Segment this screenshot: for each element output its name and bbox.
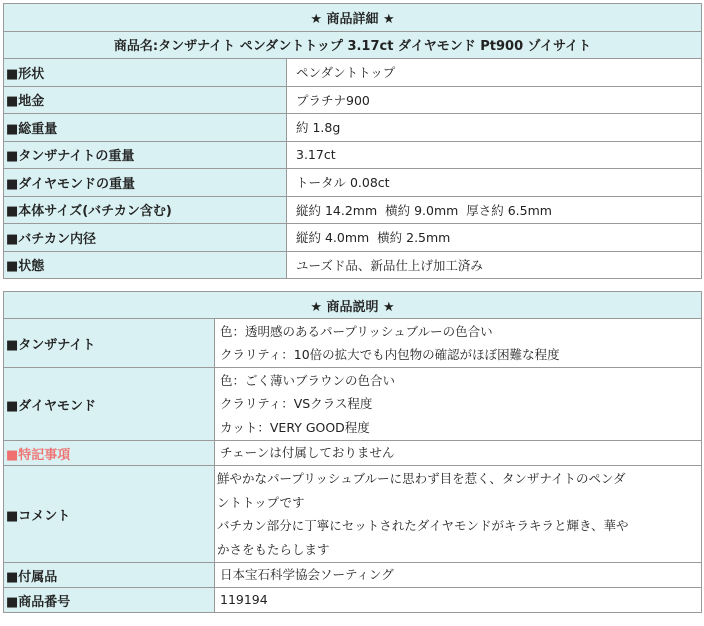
product-name-row: [4, 31, 702, 59]
desc-row-tanzanite: [4, 319, 702, 368]
desc-line: クラリティ：10倍の拡大でも内包物の確認がほぼ困難な程度: [220, 347, 560, 362]
desc-label: ■商品番号: [4, 588, 215, 613]
product-name: 商品名:タンザナイト ペンダントトップ 3.17ct ダイヤモンド Pt900 ゾイサイト: [4, 31, 702, 59]
detail-label: ■状態: [4, 251, 287, 279]
detail-row-condition: [4, 251, 702, 279]
detail-row-size: [4, 196, 702, 224]
product-description-table: [3, 291, 702, 613]
detail-value: 縦約 4.0mm 横約 2.5mm: [287, 224, 702, 252]
desc-line: 色：ごく薄いブラウンの色合い: [220, 372, 396, 388]
detail-row-metal: [4, 86, 702, 114]
detail-value: 縦約 14.2mm 横約 9.0mm 厚さ約 6.5mm: [287, 196, 702, 224]
detail-row-tanzanite-weight: [4, 141, 702, 169]
desc-label: ■付属品: [4, 563, 215, 588]
details-header-row: [4, 4, 702, 32]
detail-value: 3.17ct: [287, 141, 702, 169]
desc-line: ントトップです: [217, 494, 305, 510]
detail-value: プラチナ900: [287, 86, 702, 114]
detail-label: ■タンザナイトの重量: [4, 141, 287, 169]
detail-label: ■総重量: [4, 114, 287, 142]
desc-value: 119194: [215, 588, 702, 613]
desc-line: 鮮やかなパープリッシュブルーに思わず目を惹く、タンザナイトのペンダ: [217, 471, 626, 486]
desc-value: [215, 368, 702, 441]
desc-value: チェーンは付属しておりません: [215, 441, 702, 466]
desc-label: ■ダイヤモンド: [4, 368, 215, 441]
desc-line: クラリティ：VSクラス程度: [220, 396, 373, 412]
details-title: ★ 商品詳細 ★: [4, 4, 702, 32]
detail-value: ペンダントトップ: [287, 59, 702, 87]
desc-value: [215, 466, 702, 563]
detail-label: ■バチカン内径: [4, 224, 287, 252]
desc-row-accessory: [4, 563, 702, 588]
desc-line: かさをもたらします: [217, 541, 330, 557]
desc-line: 色：透明感のあるパープリッシュブルーの色合い: [220, 323, 493, 339]
detail-label: ■地金: [4, 86, 287, 114]
desc-line: バチカン部分に丁寧にセットされたダイヤモンドがキラキラと輝き、華や: [217, 518, 629, 533]
desc-line: カット：VERY GOOD程度: [220, 419, 370, 435]
detail-label: ■形状: [4, 59, 287, 87]
desc-row-diamond: [4, 368, 702, 441]
detail-label: ■ダイヤモンドの重量: [4, 169, 287, 197]
product-details-table: [3, 3, 702, 279]
detail-row-shape: [4, 59, 702, 87]
desc-row-comment: [4, 466, 702, 563]
description-title: ★ 商品説明 ★: [4, 292, 702, 319]
detail-value: トータル 0.08ct: [287, 169, 702, 197]
desc-label-special: ■特記事項: [4, 441, 215, 466]
detail-row-weight: [4, 114, 702, 142]
desc-value: [215, 319, 702, 368]
detail-row-diamond-weight: [4, 169, 702, 197]
detail-value: ユーズド品、新品仕上げ加工済み: [287, 251, 702, 279]
detail-row-bail: [4, 224, 702, 252]
desc-row-number: [4, 588, 702, 613]
desc-value: 日本宝石科学協会ソーティング: [215, 563, 702, 588]
detail-label: ■本体サイズ(バチカン含む): [4, 196, 287, 224]
desc-row-special: [4, 441, 702, 466]
description-header-row: [4, 292, 702, 319]
detail-value: 約 1.8g: [287, 114, 702, 142]
desc-label: ■タンザナイト: [4, 319, 215, 368]
desc-label: ■コメント: [4, 466, 215, 563]
